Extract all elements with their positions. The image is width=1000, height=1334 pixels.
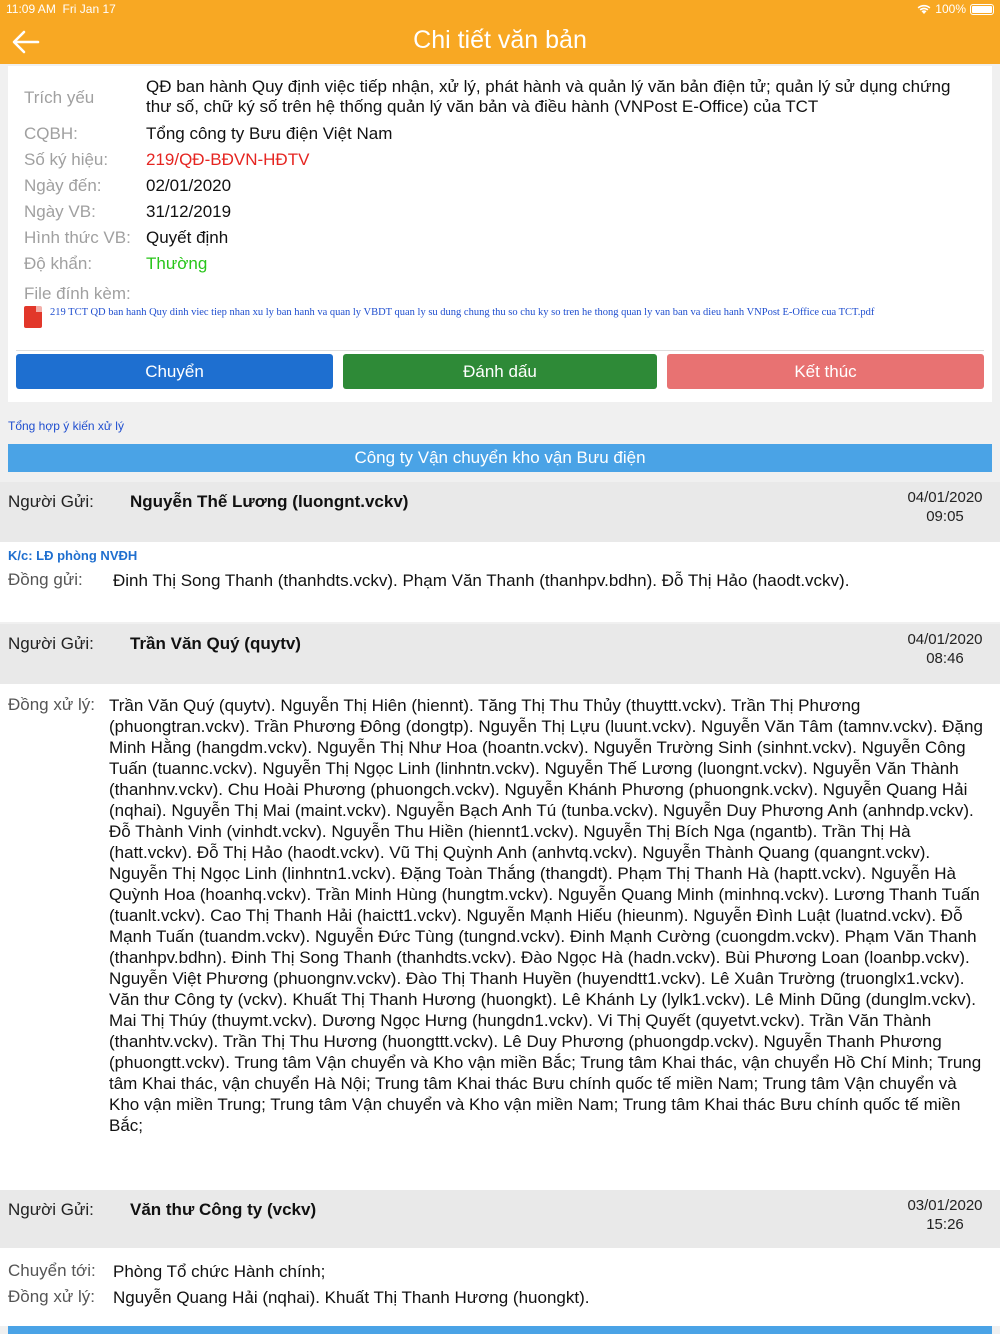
so-ky-hieu-label: Số ký hiệu: bbox=[24, 150, 109, 169]
sender-name: Văn thư Công ty (vckv) bbox=[130, 1200, 317, 1219]
ngay-vb-label: Ngày VB: bbox=[24, 202, 96, 221]
cqbh-label: CQBH: bbox=[24, 124, 78, 143]
status-battery: 100% bbox=[917, 2, 994, 16]
do-khan-value: Thường bbox=[146, 254, 208, 273]
attachment-file[interactable] bbox=[24, 306, 930, 328]
dong-xu-ly-value: Trần Văn Quý (quytv). Nguyễn Thị Hiên (hiennt). Tăng Thị Thu Thủy (thuyttt.vckv). Trần Thị Phương (phuongtran.vckv). Trần Phương Đông (dongtp). Nguyễn Thị Lựu (luunt.vckv). Nguyễn Văn Tâm (tamnv.vckv). Đặng Minh Hằng (hangdm.vckv). Nguyễn Thị Như Hoa (hoantn.vckv). Nguyễn Trường Sinh (sinhnt.vckv). Nguyễn Công Tuấn (tuannc.vckv). Nguyễn Thị Ngọc Linh (linhntn.vckv). Nguyễn Thế Lương (luongnt.vckv). Nguyễn Văn Thành (thanhnv.vckv). Chu Hoài Phương (phuongch.vckv). Nguyễn Khánh Phương (phuongnk.vckv). Nguyễn Quang Hải (nqhai). Nguyễn Thị Mai (maint.vckv). Nguyễn Bạch Anh Tú (tunba.vckv). Nguyễn Duy Phương Anh (anhndp.vckv). Đỗ Thành Vinh (vinhdt.vckv). Nguyễn Thu Hiền (hiennt1.vckv). Nguyễn Thị Bích Nga (ngantb). Trần Thị Hà (hatt.vckv). Đỗ Thị Hảo (haodt.vckv). Vũ Thị Quỳnh Anh (anhvtq.vckv). Nguyễn Thành Quang (quangnt.vckv). Nguyễn Thị Ngọc Linh (linhntn1.vckv). Đặng Toàn Thắng (thangdt). Phạm Thị Thanh Hà (haptt.vckv). Nguyễn Hà Quỳnh Hoa (hoanhq.vckv). Trần Minh Hùng (hungtm.vckv). Nguyễn Quang Minh (minhnq.vckv). Lương Thanh Tuấn (tuanlt.vckv). Cao Thị Thanh Hải (haictt1.vckv). Nguyễn Mạnh Hiếu (hieunm). Nguyễn Đình Luật (luatnd.vckv). Đỗ Mạnh Tuấn (tuandm.vckv). Nguyễn Đức Tùng (tungnd.vckv). Đinh Mạnh Cường (cuongdm.vckv). Phạm Văn Thanh (thanhpv.bdhn). Đinh Thị Song Thanh (thanhdts.vckv). Đào Ngọc Hà (hadn.vckv). Bùi Phương Loan (loanbp.vckv). Nguyễn Việt Phương (phuongnv.vckv). Đào Thị Thanh Huyền (huyendtt1.vckv). Lê Xuân Trường (truonglx1.vckv). Văn thư Công ty (vckv). Khuất Thị Thanh Hương (huongkt). Lê Khánh Ly (lylk1.vckv). Lê Minh Dũng (dunglm.vckv). Mai Thị Thúy (thuymt.vckv). Dương Ngọc Hưng (hungdn1.vckv). Vi Thị Quyết (quyetvt.vckv). Trần Văn Thành (thanhtv.vckv). Trần Thị Thu Hương (huongttt.vckv). Lê Duy Phương (phuongdp.vckv). Nguyễn Thanh Phương (phuongtt.vckv). Trung tâm Vận chuyển và Kho vận miền Bắc; Trung tâm Khai thác, vận chuyển Hồ Chí Minh; Trung tâm Khai thác, vận chuyển Hà Nội; Trung tâm Khai thác Bưu chính quốc tế miền Nam; Trung tâm Vận chuyển và Kho vận miền Trung; Trung tâm Vận chuyển và Kho vận miền Nam; Trung tâm Khai thác Bưu chính quốc tế miền Bắc; bbox=[109, 696, 983, 1135]
top-bar bbox=[0, 0, 1000, 64]
do-khan-label: Độ khẩn: bbox=[24, 254, 93, 273]
dong-gui-label: Đồng gửi: bbox=[8, 570, 83, 589]
status-time: 11:09 AM Fri Jan 17 bbox=[6, 2, 116, 16]
sender-row bbox=[0, 482, 1000, 542]
ket-thuc-button[interactable]: Kết thúc bbox=[667, 354, 984, 389]
divider bbox=[16, 350, 984, 351]
sender-label: Người Gửi: bbox=[8, 634, 94, 653]
dong-xu-ly-label: Đồng xử lý: bbox=[8, 1287, 95, 1306]
sender-label: Người Gửi: bbox=[8, 492, 94, 511]
hinh-thuc-label: Hình thức VB: bbox=[24, 228, 131, 247]
document-detail-card bbox=[8, 66, 992, 402]
chuyen-toi-value: Phòng Tổ chức Hành chính; bbox=[113, 1262, 326, 1281]
file-label: File đính kèm: bbox=[24, 284, 131, 303]
battery-icon bbox=[970, 4, 994, 15]
sender-datetime: 03/01/2020 15:26 bbox=[907, 1197, 983, 1233]
sender-row bbox=[0, 624, 1000, 684]
attachment-filename[interactable]: 219 TCT QD ban hanh Quy dinh viec tiep nhan xu ly ban hanh va quan ly VBDT quan ly su dung chung thu so chu ky so tren he thong quan ly van ban va dieu hanh VNPost E-Office cua TCT.pdf bbox=[50, 307, 875, 318]
cqbh-value: Tổng công ty Bưu điện Việt Nam bbox=[146, 124, 393, 143]
wifi-icon bbox=[917, 4, 931, 15]
dong-xu-ly-value: Nguyễn Quang Hải (nqhai). Khuất Thị Thanh Hương (huongkt). bbox=[113, 1288, 590, 1307]
page-title: Chi tiết văn bản bbox=[413, 26, 587, 54]
pdf-icon bbox=[24, 306, 42, 328]
ngay-vb-value: 31/12/2019 bbox=[146, 202, 232, 221]
chuyen-button[interactable]: Chuyển bbox=[16, 354, 333, 389]
ngay-den-value: 02/01/2020 bbox=[146, 176, 232, 195]
chuyen-toi-label: Chuyển tới: bbox=[8, 1261, 96, 1280]
status-bar bbox=[6, 2, 994, 18]
sender-row bbox=[0, 1190, 1000, 1248]
kc-label: K/c: LĐ phòng NVĐH bbox=[8, 548, 138, 563]
next-org-header-bar[interactable] bbox=[8, 1326, 992, 1334]
sender-name: Trần Văn Quý (quytv) bbox=[130, 634, 301, 653]
summary-link[interactable]: Tổng hợp ý kiến xử lý bbox=[8, 419, 124, 433]
trich-yeu-value: QĐ ban hành Quy định việc tiếp nhận, xử lý, phát hành và quản lý văn bản điện tử; quản lý sử dụng chứng thư số, chữ ký số trên hệ thống quản lý văn bản và điều hành (VNPost E-Office) của TCT bbox=[146, 77, 951, 116]
sender-label: Người Gửi: bbox=[8, 1200, 94, 1219]
org-header-bar[interactable]: Công ty Vận chuyển kho vận Bưu điện bbox=[8, 444, 992, 472]
sender-datetime: 04/01/2020 08:46 bbox=[907, 631, 983, 667]
ngay-den-label: Ngày đến: bbox=[24, 176, 102, 195]
dong-xu-ly-label: Đồng xử lý: bbox=[8, 695, 95, 714]
so-ky-hieu-value: 219/QĐ-BĐVN-HĐTV bbox=[146, 150, 310, 169]
sender-name: Nguyễn Thế Lương (luongnt.vckv) bbox=[130, 492, 409, 511]
danh-dau-button[interactable]: Đánh dấu bbox=[343, 354, 657, 389]
hinh-thuc-value: Quyết định bbox=[146, 228, 229, 247]
trich-yeu-label: Trích yếu bbox=[24, 88, 95, 107]
dong-gui-value: Đinh Thị Song Thanh (thanhdts.vckv). Phạm Văn Thanh (thanhpv.bdhn). Đỗ Thị Hảo (haodt.vckv). bbox=[113, 571, 850, 590]
sender-datetime: 04/01/2020 09:05 bbox=[907, 489, 983, 525]
